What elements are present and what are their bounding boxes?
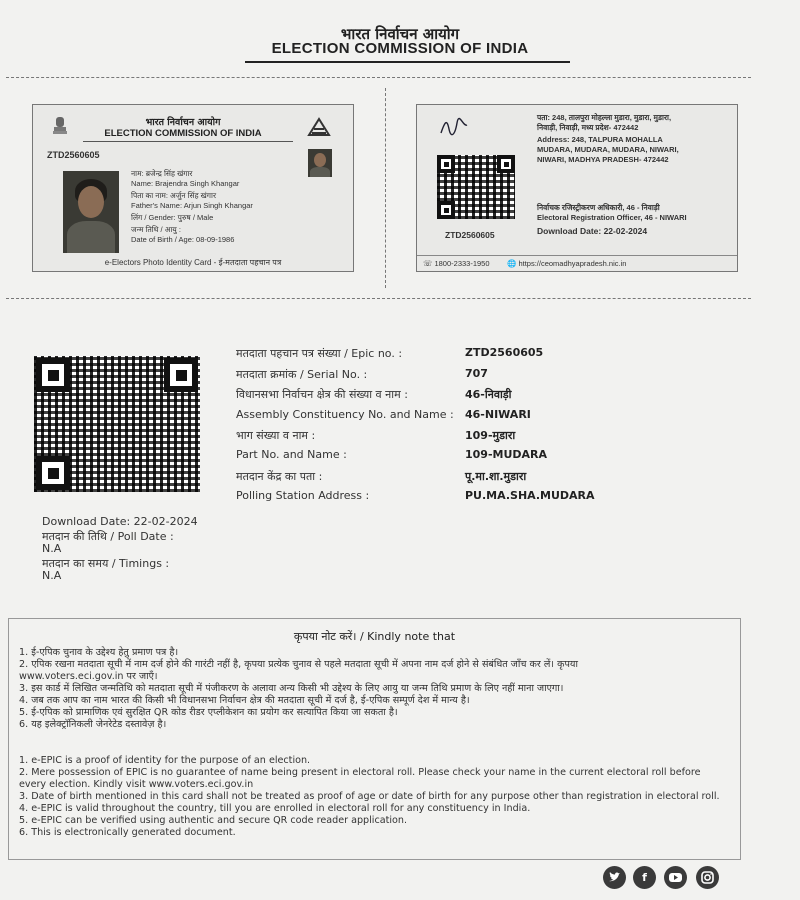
part-hindi-label: भाग संख्या व नाम : xyxy=(236,429,316,442)
epic-card-front xyxy=(32,104,354,272)
timings-label: मतदान का समय / Timings : xyxy=(42,557,170,570)
card-title-underline xyxy=(83,141,293,142)
poll-date-value: N.A xyxy=(42,542,62,555)
back-epic-number: ZTD2560605 xyxy=(445,230,495,240)
voter-photo-small xyxy=(308,149,332,177)
address-english-line1: Address: 248, TALPURA MOHALLA xyxy=(537,135,663,144)
name-english: Name: Brajendra Singh Khangar xyxy=(131,179,240,188)
address-hindi-line2: निवाड़ी, निवाड़ी, मध्य प्रदेश- 472442 xyxy=(537,123,639,132)
download-date: Download Date: 22-02-2024 xyxy=(42,515,198,528)
back-download-date: Download Date: 22-02-2024 xyxy=(537,226,648,236)
cut-line-middle xyxy=(6,298,751,299)
father-name-english: Father's Name: Arjun Singh Khangar xyxy=(131,201,253,210)
note-hi-2: 2. एपिक रखना मतदाता सूची में नाम दर्ज होने की गारंटी नहीं है, कृपया प्रत्येक चुनाव से पहले मतदाता सूची में अपना नाम दर्ज होने से संबंधित जाँच कर लें। कृपया xyxy=(19,659,578,670)
voter-photo xyxy=(63,171,119,253)
note-hi-6: 6. यह इलेक्ट्रॉनिकली जेनरेटेड दस्तावेज़ है। xyxy=(19,719,167,730)
serial-no-value: 707 xyxy=(465,367,488,380)
polling-station-hindi-value: पू.मा.शा.मुडारा xyxy=(465,470,527,483)
header-title-hindi: भारत निर्वाचन आयोग xyxy=(340,25,460,43)
part-english-label: Part No. and Name : xyxy=(236,448,347,461)
note-hi-4: 4. जब तक आप का नाम भारत की किसी भी विधानसभा निर्वाचन क्षेत्र की मतदाता सूची में दर्ज है, ई-एपिक सम्पूर्ण देश में मान्य है। xyxy=(19,695,470,706)
header-underline xyxy=(245,61,570,63)
part-english-value: 109-MUDARA xyxy=(465,448,548,461)
assembly-hindi-value: 46-निवाड़ी xyxy=(465,388,512,401)
twitter-icon[interactable] xyxy=(603,866,626,889)
part-hindi-value: 109-मुडारा xyxy=(465,429,516,442)
instagram-icon[interactable] xyxy=(696,866,719,889)
note-hi-2b: www.voters.eci.gov.in पर जाएँ। xyxy=(19,671,158,682)
header-title-english: ELECTION COMMISSION OF INDIA xyxy=(271,40,529,57)
cut-line-vertical xyxy=(385,88,386,288)
epic-card-back xyxy=(416,104,738,272)
qr-code-small xyxy=(437,155,515,219)
address-hindi-line1: पता: 248, तालपुरा मोहल्ला मुडारा, मुडारा, मुडारा, xyxy=(537,113,672,122)
note-hi-1: 1. ई-एपिक चुनाव के उद्देश्य हेतु प्रमाण पत्र है। xyxy=(19,647,179,658)
note-en-2b: every election. Kindly visit www.voters.eci.gov.in xyxy=(19,779,254,790)
note-en-5: 5. e-EPIC can be verified using authentic and secure QR code reader application. xyxy=(19,815,408,826)
polling-station-english-value: PU.MA.SHA.MUDARA xyxy=(465,489,595,502)
ero-english: Electoral Registration Officer, 46 - NIWARI xyxy=(537,213,687,222)
epic-number: ZTD2560605 xyxy=(47,150,100,160)
globe-icon: 🌐 xyxy=(507,259,519,268)
phone-icon: ☏ xyxy=(423,259,435,268)
assembly-hindi-label: विधानसभा निर्वाचन क्षेत्र की संख्या व नाम : xyxy=(236,388,408,401)
note-en-3: 3. Date of birth mentioned in this card shall not be treated as proof of age or date of birth for any purpose other than registration in electoral roll. xyxy=(19,791,720,802)
serial-no-label: मतदाता क्रमांक / Serial No. : xyxy=(236,368,368,381)
epic-no-label: मतदाता पहचान पत्र संख्या / Epic no. : xyxy=(236,347,403,360)
eci-logo-icon xyxy=(305,115,333,141)
notes-box xyxy=(8,618,741,860)
dob-english: Date of Birth / Age: 08-09-1986 xyxy=(131,235,235,244)
website-url[interactable]: https://ceomadhyapradesh.nic.in xyxy=(518,259,627,268)
address-english-line3: NIWARI, MADHYA PRADESH- 472442 xyxy=(537,155,669,164)
website[interactable] xyxy=(507,259,626,269)
card-title-hindi: भारत निर्वाचन आयोग xyxy=(145,117,221,128)
poll-date-label: मतदान की तिथि / Poll Date : xyxy=(42,530,174,543)
timings-value: N.A xyxy=(42,569,62,582)
note-en-1: 1. e-EPIC is a proof of identity for the purpose of an election. xyxy=(19,755,311,766)
father-name-hindi: पिता का नाम: अर्जुन सिंह खंगार xyxy=(131,191,217,200)
national-emblem-icon xyxy=(51,115,69,139)
qr-code-large xyxy=(34,356,200,492)
helpline xyxy=(423,259,490,269)
youtube-icon[interactable] xyxy=(664,866,687,889)
helpline-number: 1800-2333-1950 xyxy=(434,259,490,268)
card-footer: e-Electors Photo Identity Card - ई-मतदाता पहचान पत्र xyxy=(104,258,282,267)
notes-title: कृपया नोट करें। / Kindly note that xyxy=(293,630,456,643)
back-footer-divider xyxy=(417,255,737,256)
name-hindi: नाम: ब्रजेन्द्र सिंह खंगार xyxy=(131,169,193,178)
assembly-english-value: 46-NIWARI xyxy=(465,408,531,421)
signature xyxy=(439,117,469,137)
ero-hindi: निर्वाचक रजिस्ट्रीकरण अधिकारी, 46 - निवाड़ी xyxy=(537,203,660,212)
epic-no-value: ZTD2560605 xyxy=(465,346,544,359)
address-english-line2: MUDARA, MUDARA, MUDARA, NIWARI, xyxy=(537,145,679,154)
polling-station-hindi-label: मतदान केंद्र का पता : xyxy=(236,470,323,483)
note-hi-3: 3. इस कार्ड में लिखित जन्मतिथि को मतदाता सूची में पंजीकरण के अलावा अन्य किसी भी उद्देश्य के लिए आयु या जन्म तिथि प्रमाण के लिए नहीं माना जाएगा। xyxy=(19,683,564,694)
card-title-english: ELECTION COMMISSION OF INDIA xyxy=(104,128,262,139)
note-en-4: 4. e-EPIC is valid throughout the country, till you are enrolled in electoral roll for any constituency in India. xyxy=(19,803,531,814)
polling-station-english-label: Polling Station Address : xyxy=(236,489,370,502)
cut-line-top xyxy=(6,77,751,78)
gender: लिंग / Gender: पुरुष / Male xyxy=(131,213,214,222)
assembly-english-label: Assembly Constituency No. and Name : xyxy=(236,408,454,421)
dob-hindi: जन्म तिथि / आयु : xyxy=(131,225,181,234)
note-en-6: 6. This is electronically generated document. xyxy=(19,827,236,838)
note-hi-5: 5. ई-एपिक को प्रामाणिक एवं सुरक्षित QR कोड रीडर एप्लीकेशन का प्रयोग कर सत्यापित किया जा सकता है। xyxy=(19,707,398,718)
note-en-2: 2. Mere possession of EPIC is no guarantee of name being present in electoral roll. Please check your name in the current electoral roll before xyxy=(19,767,701,778)
facebook-icon[interactable]: f xyxy=(633,866,656,889)
